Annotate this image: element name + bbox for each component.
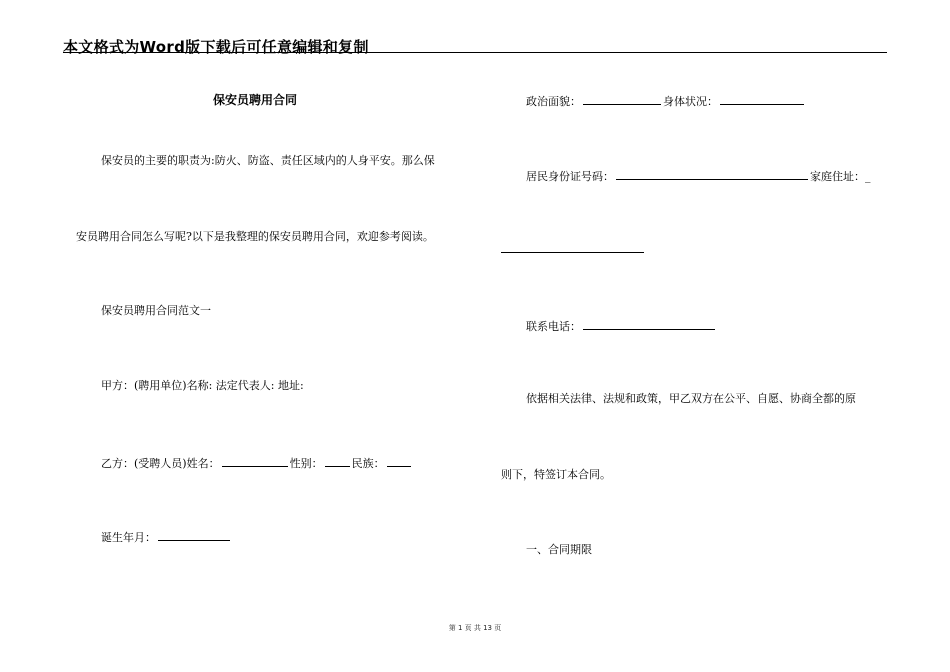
birth-label: 诞生年月： (101, 531, 156, 544)
address-continuation-blank[interactable] (501, 252, 644, 253)
party-b-line (101, 455, 413, 471)
birth-line (101, 529, 232, 545)
ethnicity-blank[interactable] (387, 455, 411, 467)
page-header: 本文格式为Word版下载后可任意编辑和复制 (63, 38, 369, 56)
id-blank[interactable] (616, 168, 808, 180)
gender-blank[interactable] (325, 455, 350, 467)
phone-line (526, 318, 717, 334)
politics-blank[interactable] (583, 93, 661, 105)
party-b-name-label: 乙方：(受聘人员)姓名： (101, 457, 220, 470)
health-blank[interactable] (720, 93, 804, 105)
phone-label: 联系电话： (526, 320, 581, 333)
politics-health-line (526, 93, 806, 109)
id-label: 居民身份证号码： (526, 170, 614, 183)
birth-blank[interactable] (158, 529, 230, 541)
intro-line-1: 保安员的主要的职责为:防火、防盗、责任区域内的人身平安。那么保 (101, 154, 435, 167)
party-a-line: 甲方：(聘用单位)名称: 法定代表人: 地址: (101, 379, 304, 392)
politics-label: 政治面貌： (526, 95, 581, 108)
header-rule (63, 52, 887, 53)
ethnicity-label: 民族： (351, 457, 385, 470)
section-1-heading: 一、合同期限 (526, 543, 592, 556)
sample-title: 保安员聘用合同范文一 (101, 304, 211, 317)
document-title: 保安员聘用合同 (213, 93, 298, 107)
address-label: 家庭住址：_ (810, 170, 871, 183)
name-blank[interactable] (222, 455, 288, 467)
page-footer: 第 1 页 共 13 页 (448, 624, 502, 632)
basis-line-1: 依据相关法律、法规和政策，甲乙双方在公平、自愿、协商全都的原 (526, 392, 856, 405)
phone-blank[interactable] (583, 318, 715, 330)
health-label: 身体状况： (663, 95, 718, 108)
intro-line-2: 安员聘用合同怎么写呢?以下是我整理的保安员聘用合同，欢迎参考阅读。 (76, 230, 434, 243)
id-address-line (526, 168, 871, 184)
basis-line-2: 则下，特签订本合同。 (501, 468, 611, 481)
gender-label: 性别： (289, 457, 323, 470)
